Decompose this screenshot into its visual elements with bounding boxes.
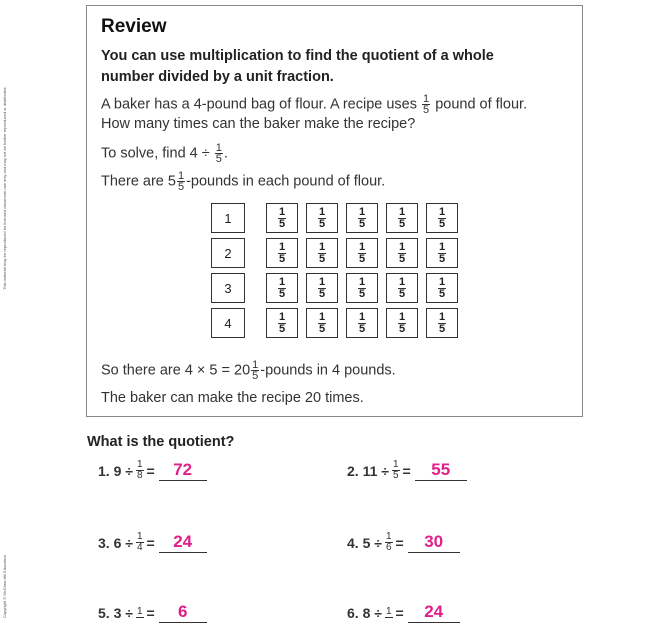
exercise-fraction: $\frac{1}{8}$ bbox=[136, 459, 143, 481]
exercise-fraction: $\frac{1}{6}$ bbox=[385, 531, 392, 553]
exercise-fraction: $\frac{1}{4}$ bbox=[136, 531, 143, 553]
grid-fraction-cell: $\frac{1}{5}$ bbox=[386, 203, 418, 233]
answer-field[interactable]: 6 bbox=[159, 602, 207, 623]
grid-fraction-cell: $\frac{1}{5}$ bbox=[266, 273, 298, 303]
grid-fraction-cell: $\frac{1}{5}$ bbox=[386, 273, 418, 303]
copyright-note: Copyright © McGraw-Hill Education bbox=[2, 555, 7, 618]
grid-fraction-cell: $\frac{1}{5}$ bbox=[426, 273, 458, 303]
exercise-fraction: 1 bbox=[385, 606, 392, 617]
exercise-item: 2. 11 ÷ $\frac{1}{5}$ = 55 bbox=[347, 460, 467, 481]
exercise-fraction: 1 bbox=[136, 606, 143, 617]
problem-line-1: A baker has a 4-pound bag of flour. A recipe uses $\frac{1}{5}$ pound of flour. bbox=[101, 93, 528, 116]
grid-row-label: 2 bbox=[211, 238, 245, 268]
side-margin bbox=[2, 0, 12, 620]
grid-fraction-cell: $\frac{1}{5}$ bbox=[426, 203, 458, 233]
grid-fraction-cell: $\frac{1}{5}$ bbox=[266, 238, 298, 268]
exercise-item: 3. 6 ÷ $\frac{1}{4}$ = 24 bbox=[98, 532, 207, 553]
conclusion: The baker can make the recipe 20 times. bbox=[101, 390, 364, 406]
grid-row-label: 4 bbox=[211, 308, 245, 338]
grid-fraction-cell: $\frac{1}{5}$ bbox=[306, 238, 338, 268]
review-box bbox=[86, 5, 583, 417]
grid-fraction-cell: $\frac{1}{5}$ bbox=[346, 273, 378, 303]
grid-fraction-cell: $\frac{1}{5}$ bbox=[346, 238, 378, 268]
intro-line-1: You can use multiplication to find the quotient of a whole bbox=[101, 48, 494, 64]
answer-field[interactable]: 72 bbox=[159, 460, 207, 481]
there-line: There are 5 $\frac{1}{5}$ -pounds in each pound of flour. bbox=[101, 170, 386, 193]
so-line: So there are 4 × 5 = 20 $\frac{1}{5}$ -pounds in 4 pounds. bbox=[101, 359, 396, 382]
grid-fraction-cell: $\frac{1}{5}$ bbox=[306, 203, 338, 233]
exercise-item: 5. 3 ÷ 1 = 6 bbox=[98, 602, 207, 623]
grid-fraction-cell: $\frac{1}{5}$ bbox=[386, 238, 418, 268]
grid-fraction-cell: $\frac{1}{5}$ bbox=[346, 203, 378, 233]
intro-line-2: number divided by a unit fraction. bbox=[101, 69, 334, 85]
exercise-item: 4. 5 ÷ $\frac{1}{6}$ = 30 bbox=[347, 532, 460, 553]
fraction-grid bbox=[211, 203, 461, 343]
answer-field[interactable]: 30 bbox=[408, 532, 460, 553]
grid-fraction-cell: $\frac{1}{5}$ bbox=[426, 238, 458, 268]
exercise-item: 6. 8 ÷ 1 = 24 bbox=[347, 602, 460, 623]
fraction: $\frac{1}{5}$ bbox=[423, 93, 430, 116]
grid-fraction-cell: $\frac{1}{5}$ bbox=[386, 308, 418, 338]
fraction: $\frac{1}{5}$ bbox=[215, 142, 222, 165]
grid-row-label: 1 bbox=[211, 203, 245, 233]
fraction: $\frac{1}{5}$ bbox=[177, 170, 185, 193]
solve-line: To solve, find 4 ÷ $\frac{1}{5}$ . bbox=[101, 142, 228, 165]
grid-fraction-cell: $\frac{1}{5}$ bbox=[306, 308, 338, 338]
answer-field[interactable]: 24 bbox=[159, 532, 207, 553]
review-title: Review bbox=[101, 16, 167, 37]
answer-field[interactable]: 24 bbox=[408, 602, 460, 623]
answer-field[interactable]: 55 bbox=[415, 460, 467, 481]
license-note: This material may be reproduced for licensed classroom use only and may not be further reproduced or distributed. bbox=[2, 86, 7, 290]
grid-fraction-cell: $\frac{1}{5}$ bbox=[346, 308, 378, 338]
problem-line-2: How many times can the baker make the recipe? bbox=[101, 116, 416, 132]
exercises-heading: What is the quotient? bbox=[87, 434, 235, 450]
grid-fraction-cell: $\frac{1}{5}$ bbox=[266, 203, 298, 233]
fraction: $\frac{1}{5}$ bbox=[252, 359, 259, 382]
grid-row-label: 3 bbox=[211, 273, 245, 303]
exercise-fraction: $\frac{1}{5}$ bbox=[392, 459, 399, 481]
exercise-item: 1. 9 ÷ $\frac{1}{8}$ = 72 bbox=[98, 460, 207, 481]
grid-fraction-cell: $\frac{1}{5}$ bbox=[426, 308, 458, 338]
grid-fraction-cell: $\frac{1}{5}$ bbox=[266, 308, 298, 338]
grid-fraction-cell: $\frac{1}{5}$ bbox=[306, 273, 338, 303]
